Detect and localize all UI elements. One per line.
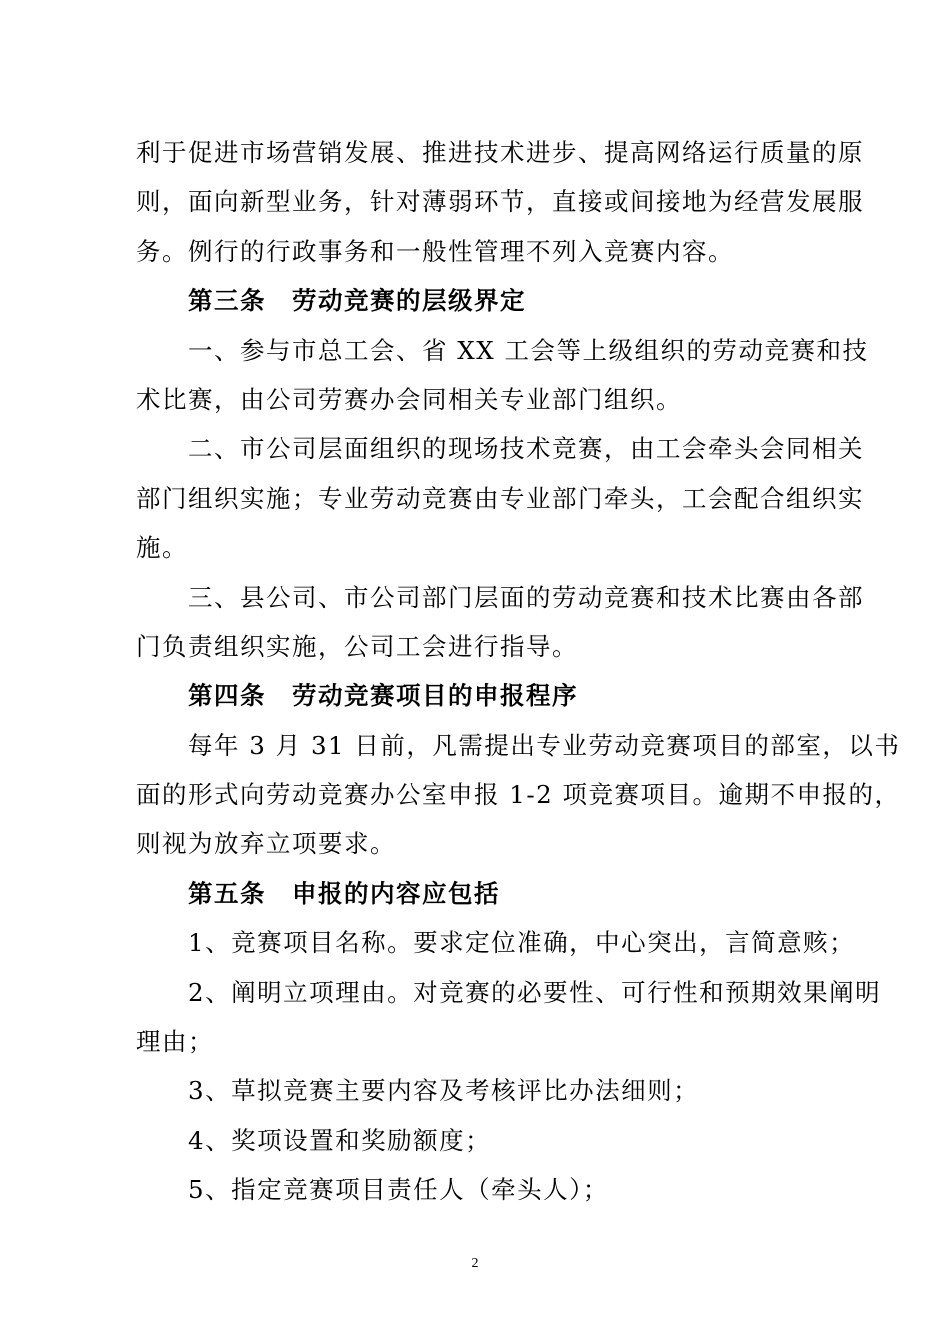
body-line: 理由； xyxy=(136,1027,214,1057)
article-5-heading: 第五条 申报的内容应包括 xyxy=(188,878,500,908)
body-line: 则视为放弃立项要求。 xyxy=(136,829,396,859)
page-number: 2 xyxy=(471,1256,479,1271)
list-item: 1、竞赛项目名称。要求定位准确，中心突出，言简意赅； xyxy=(188,928,856,958)
body-line: 则，面向新型业务，针对薄弱环节，直接或间接地为经营发展服 xyxy=(136,187,864,217)
article-3-heading: 第三条 劳动竞赛的层级界定 xyxy=(188,286,526,316)
list-item: 4、奖项设置和奖励额度； xyxy=(188,1125,492,1155)
body-line: 门负责组织实施，公司工会进行指导。 xyxy=(136,631,578,661)
body-line: 一、参与市总工会、省 XX 工会等上级组织的劳动竞赛和技 xyxy=(188,335,869,365)
body-line: 部门组织实施；专业劳动竞赛由专业部门牵头，工会配合组织实 xyxy=(136,483,864,513)
list-item: 3、草拟竞赛主要内容及考核评比办法细则； xyxy=(188,1076,700,1106)
body-line: 每年 3 月 31 日前，凡需提出专业劳动竞赛项目的部室，以书 xyxy=(188,730,901,760)
body-line: 二、市公司层面组织的现场技术竞赛，由工会牵头会同相关 xyxy=(188,434,864,464)
body-line: 施。 xyxy=(136,533,188,563)
body-line: 三、县公司、市公司部门层面的劳动竞赛和技术比赛由各部 xyxy=(188,582,864,612)
list-item: 5、指定竞赛项目责任人（牵头人）； xyxy=(188,1175,609,1205)
body-line: 面的形式向劳动竞赛办公室申报 1-2 项竞赛项目。逾期不申报的， xyxy=(136,780,901,810)
list-item: 2、阐明立项理由。对竞赛的必要性、可行性和预期效果阐明 xyxy=(188,977,882,1007)
document-body xyxy=(136,128,901,1215)
body-line: 利于促进市场营销发展、推进技术进步、提高网络运行质量的原 xyxy=(136,138,864,167)
article-4-heading: 第四条 劳动竞赛项目的申报程序 xyxy=(188,681,578,711)
body-line: 术比赛，由公司劳赛办会同相关专业部门组织。 xyxy=(136,384,682,414)
body-line: 务。例行的行政事务和一般性管理不列入竞赛内容。 xyxy=(136,236,734,266)
